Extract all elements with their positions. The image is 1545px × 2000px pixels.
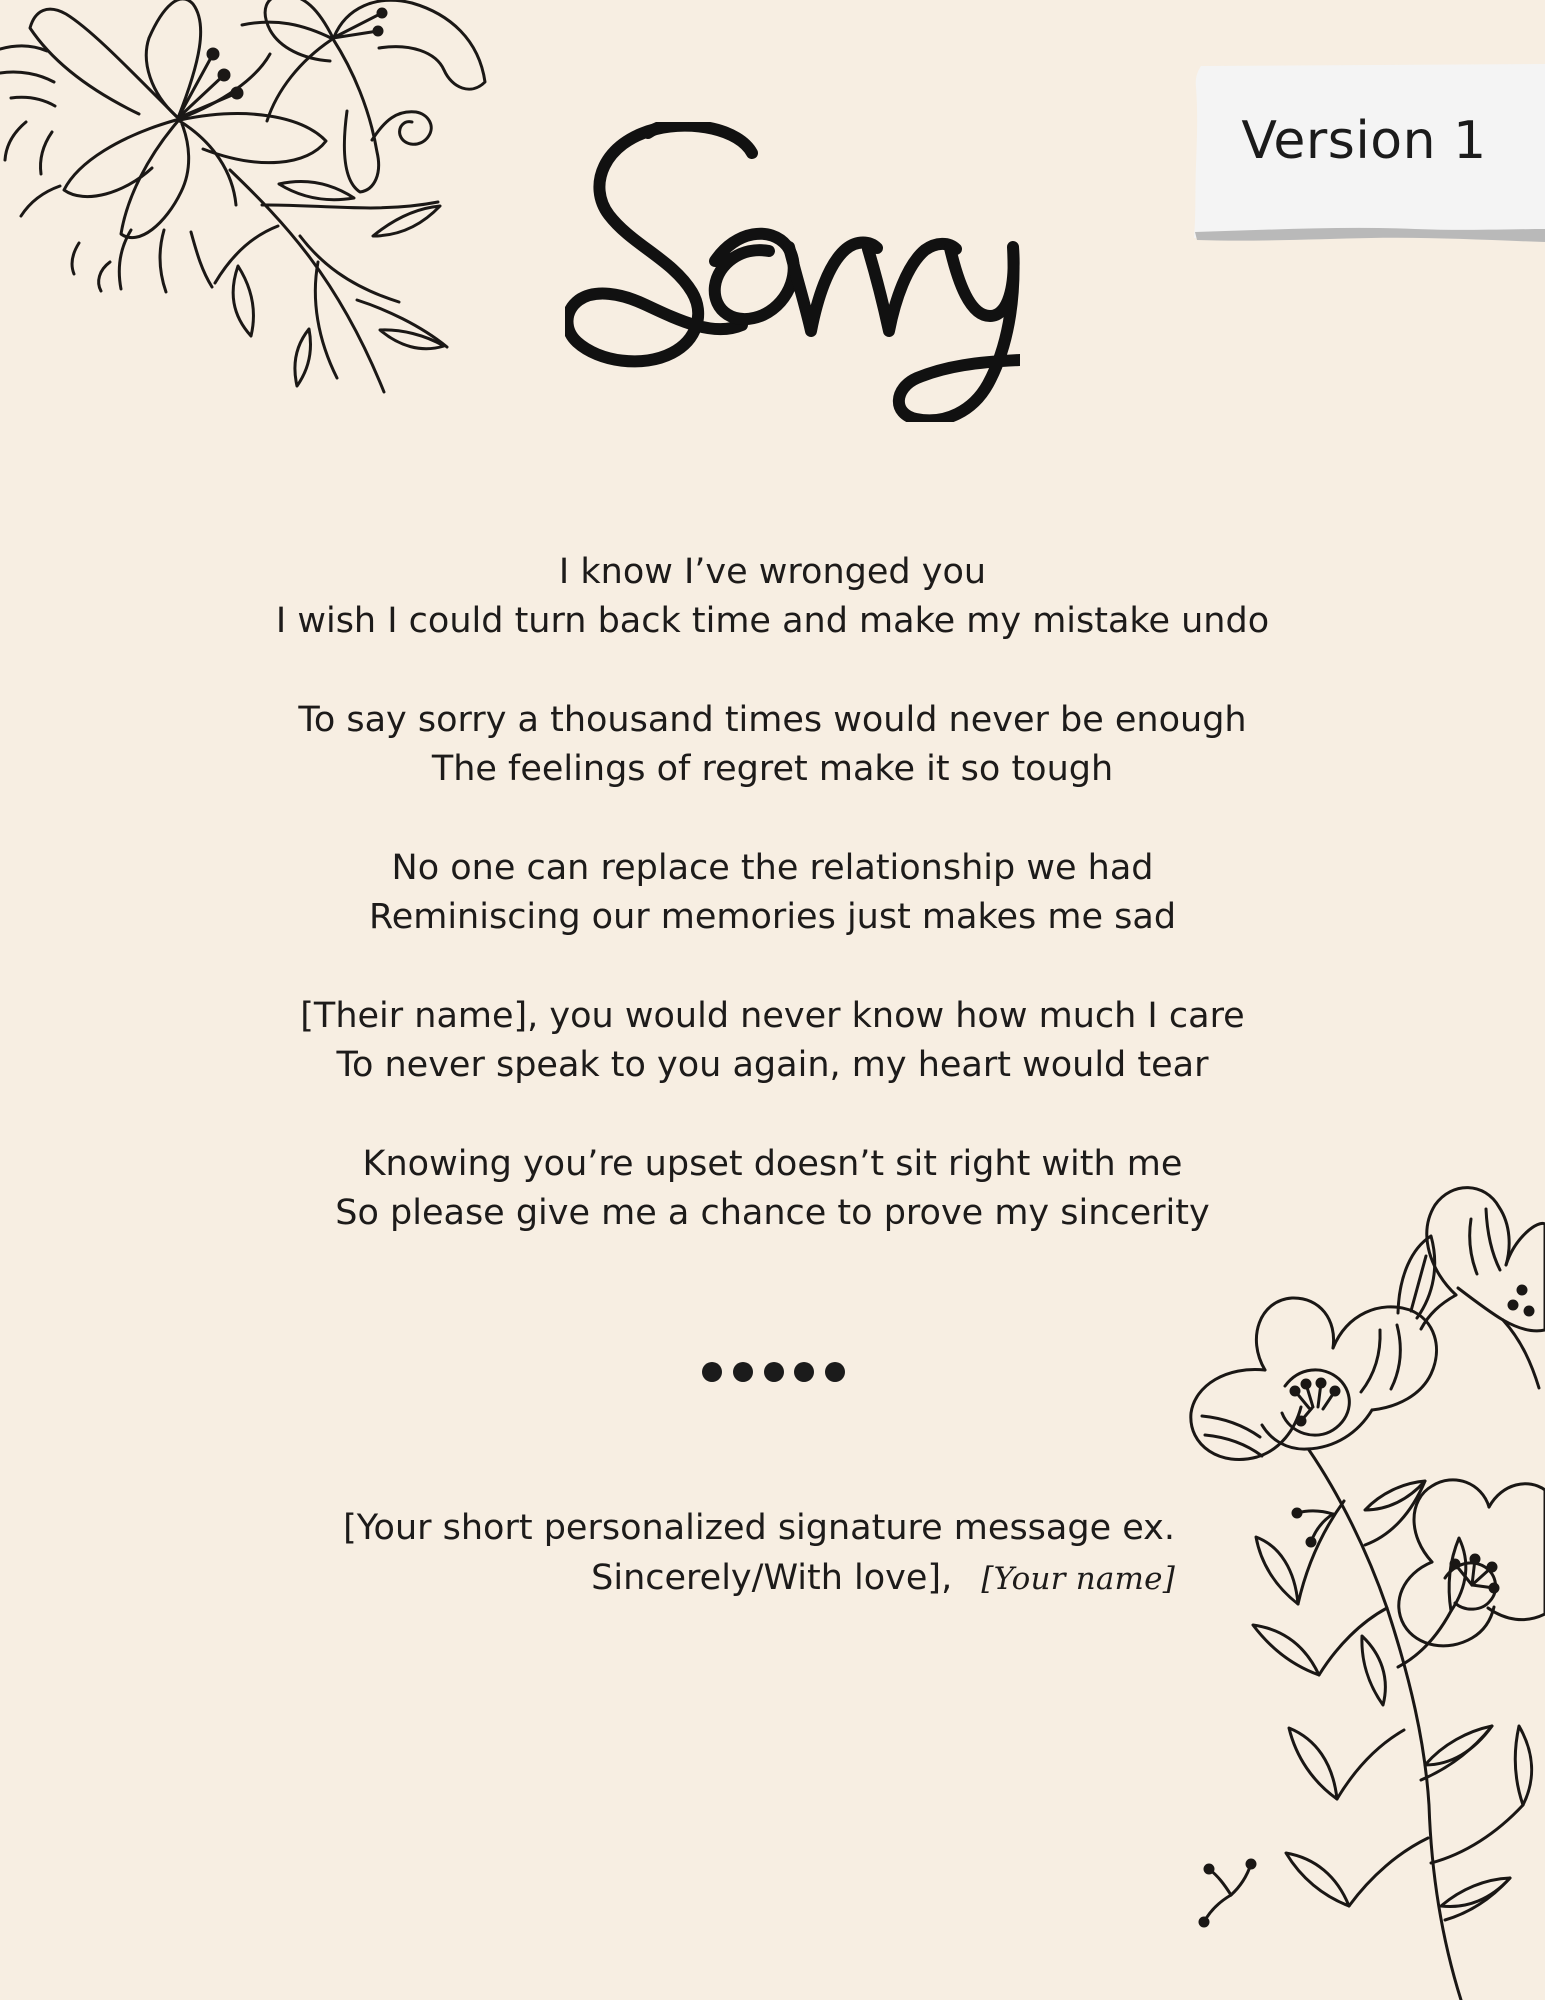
poem-line: I wish I could turn back time and make my mistake undo xyxy=(275,601,1270,641)
poem-line: [Their name], you would never know how much I care xyxy=(300,996,1245,1036)
poem-line: Knowing you’re upset doesn’t sit right with me xyxy=(362,1144,1183,1184)
poem-line: No one can replace the relationship we had xyxy=(391,848,1154,888)
poem-body xyxy=(220,548,1325,1238)
poem-stanza xyxy=(220,548,1325,646)
version-label: Version 1 xyxy=(1241,111,1487,171)
poem-line: To say sorry a thousand times would never be enough xyxy=(298,700,1247,740)
dot-icon xyxy=(794,1362,814,1382)
signature-block xyxy=(270,1503,1175,1604)
signature-line-1: [Your short personalized signature message ex. xyxy=(343,1508,1175,1548)
dots-divider-icon xyxy=(702,1360,845,1384)
dot-icon xyxy=(764,1362,784,1382)
poem-line: Reminiscing our memories just makes me sad xyxy=(368,897,1177,937)
poem-line: So please give me a chance to prove my sincerity xyxy=(335,1193,1210,1233)
dot-icon xyxy=(733,1362,753,1382)
floral-lily-icon xyxy=(0,0,510,405)
poem-line: To never speak to you again, my heart would tear xyxy=(336,1045,1209,1085)
poem-stanza xyxy=(220,844,1325,942)
dot-icon xyxy=(702,1362,722,1382)
signature-line-2 xyxy=(270,1553,1175,1604)
poem-stanza xyxy=(220,696,1325,794)
signature-closing: Sincerely/With love], xyxy=(591,1558,953,1598)
poem-stanza xyxy=(220,992,1325,1090)
version-tag xyxy=(1183,64,1545,242)
dot-icon xyxy=(825,1362,845,1382)
signature-name: [Your name] xyxy=(981,1561,1175,1597)
poem-line: I know I’ve wronged you xyxy=(558,552,987,592)
poem-line: The feelings of regret make it so tough xyxy=(431,749,1114,789)
sorry-title-script xyxy=(565,122,1020,422)
floral-branch-icon xyxy=(1125,1160,1545,2000)
